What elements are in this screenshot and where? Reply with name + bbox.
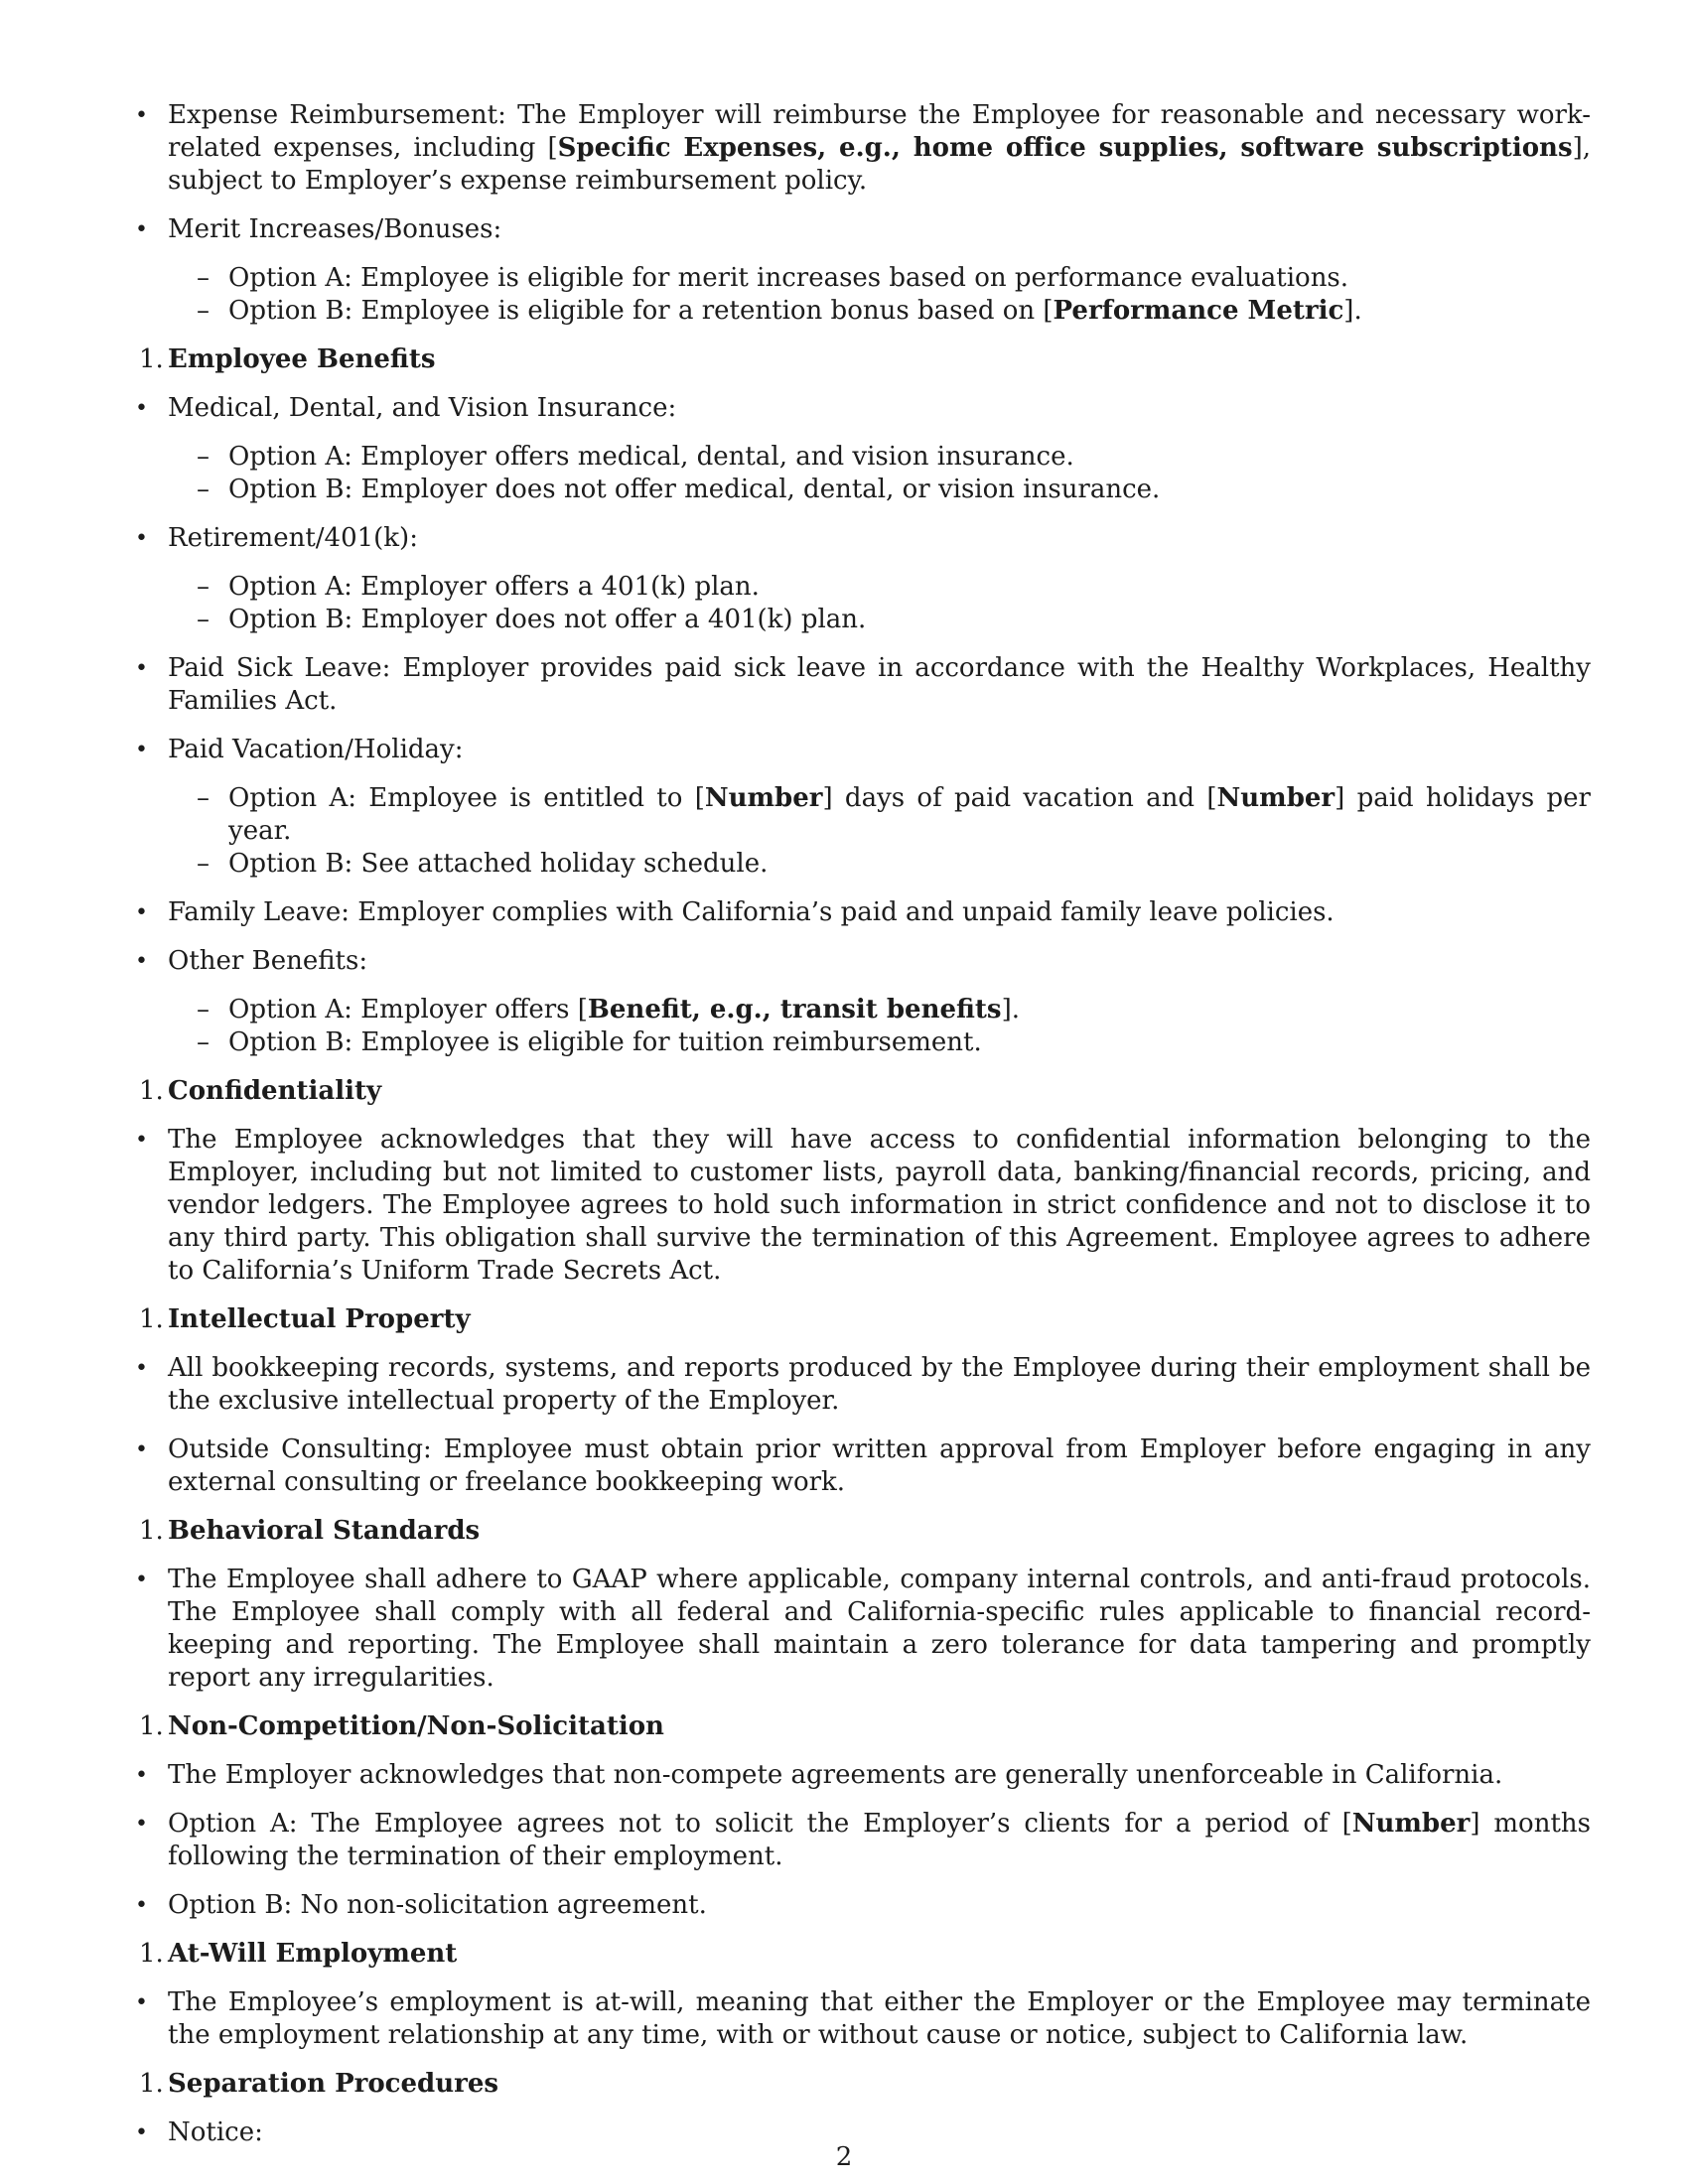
section-title: Employee Benefits	[168, 344, 436, 374]
text-run: Option B: No non-solicitation agreement.	[168, 1890, 707, 1920]
section-number: 1.	[139, 344, 164, 374]
sub-option-item	[131, 571, 1591, 604]
text-run: All bookkeeping records, systems, and reports produced by the Employee during their employment shall be the exclusive intellectual property of the Employer.	[168, 1353, 1591, 1416]
text-run: Option A: Employer offers a 401(k) plan.	[228, 572, 760, 602]
text-run: Expense Reimbursement: The Employer will reimburse the Employee for reasonable and necessary work-related expenses, including [	[168, 100, 1591, 163]
text-run: Medical, Dental, and Vision Insurance:	[168, 393, 677, 423]
text-run: ] days of paid vacation and [	[822, 783, 1217, 813]
placeholder-field: Number	[1351, 1809, 1471, 1839]
placeholder-field: Specific Expenses, e.g., home office supplies, software subscriptions	[557, 133, 1573, 163]
section-title: At-Will Employment	[168, 1939, 458, 1969]
section-heading	[131, 1303, 1591, 1336]
sub-option-item	[131, 474, 1591, 506]
bullet-item	[131, 945, 1591, 978]
text-run: The Employee’s employment is at-will, meaning that either the Employer or the Employee may terminate the employment relationship at any time, with or without cause or notice, subject to California law.	[168, 1987, 1591, 2050]
bullet-item	[131, 1433, 1591, 1499]
sub-option-item	[131, 295, 1591, 328]
section-heading	[131, 343, 1591, 376]
page-number: 2	[835, 2142, 853, 2172]
bullet-item	[131, 1889, 1591, 1922]
bullet-item	[131, 1759, 1591, 1792]
text-run: ], subject to Employer’s expense reimbursement policy.	[168, 133, 1591, 196]
sub-option-item	[131, 441, 1591, 474]
section-title: Confidentiality	[168, 1076, 382, 1106]
sub-option-item	[131, 782, 1591, 848]
bullet-item	[131, 1808, 1591, 1873]
sub-option-item	[131, 1026, 1591, 1059]
sub-option-item	[131, 604, 1591, 636]
bullet-item	[131, 99, 1591, 198]
bullet-item	[131, 734, 1591, 766]
section-number: 1.	[139, 1711, 164, 1741]
text-run: The Employee acknowledges that they will have access to confidential information belonging to the Employer, including but not limited to customer lists, payroll data, banking/financial records, pricing, and vendor ledgers. The Employee agrees to hold such information in strict confidence and not to disclose it to any third party. This obligation shall survive the termination of this Agreement. Employee agrees to adhere to California’s Uniform Trade Secrets Act.	[168, 1125, 1591, 1286]
section-title: Behavioral Standards	[168, 1516, 481, 1546]
text-run: Family Leave: Employer complies with California’s paid and unpaid family leave policies.	[168, 897, 1335, 927]
text-run: Option B: Employee is eligible for tuition reimbursement.	[228, 1027, 982, 1057]
text-run: Outside Consulting: Employee must obtain prior written approval from Employer before engaging in any external consulting or freelance bookkeeping work.	[168, 1434, 1591, 1497]
text-run: Option A: Employee is eligible for merit increases based on performance evaluations.	[228, 263, 1349, 293]
text-run: Option B: See attached holiday schedule.	[228, 849, 769, 879]
section-number: 1.	[139, 2069, 164, 2099]
text-run: Option B: Employer does not offer medical, dental, or vision insurance.	[228, 475, 1161, 504]
section-heading	[131, 1938, 1591, 1971]
document-body	[131, 99, 1591, 2149]
section-title: Non-Competition/Non-Solicitation	[168, 1711, 664, 1741]
text-run: Option B: Employer does not offer a 401(k) plan.	[228, 605, 867, 634]
text-run: The Employee shall adhere to GAAP where applicable, company internal controls, and anti-fraud protocols. The Employee shall comply with all federal and California-specific rules applicable to financial record-keeping and reporting. The Employee shall maintain a zero tolerance for data tampering and promptly report any irregularities.	[168, 1565, 1591, 1693]
bullet-item	[131, 1124, 1591, 1288]
sub-option-item	[131, 262, 1591, 295]
text-run: Option B: Employee is eligible for a retention bonus based on [	[228, 296, 1054, 326]
text-run: Paid Vacation/Holiday:	[168, 735, 464, 764]
bullet-item	[131, 213, 1591, 246]
text-run: Option A: Employer offers [	[228, 995, 588, 1024]
text-run: Option A: Employee is entitled to [	[228, 783, 705, 813]
section-heading	[131, 1075, 1591, 1108]
bullet-item	[131, 392, 1591, 425]
text-run: Option A: Employer offers medical, dental, and vision insurance.	[228, 442, 1074, 472]
text-run: ] months following the termination of their employment.	[168, 1809, 1591, 1871]
section-heading	[131, 2068, 1591, 2101]
text-run: ].	[1001, 995, 1020, 1024]
section-number: 1.	[139, 1076, 164, 1106]
text-run: Paid Sick Leave: Employer provides paid sick leave in accordance with the Healthy Workplaces, Healthy Families Act.	[168, 653, 1591, 716]
text-run: Retirement/401(k):	[168, 523, 418, 553]
section-number: 1.	[139, 1939, 164, 1969]
placeholder-field: Performance Metric	[1053, 296, 1344, 326]
placeholder-field: Number	[1216, 783, 1336, 813]
placeholder-field: Number	[704, 783, 823, 813]
bullet-item	[131, 896, 1591, 929]
sub-option-item	[131, 994, 1591, 1026]
text-run: Notice:	[168, 2117, 263, 2147]
text-run: Option A: The Employee agrees not to solicit the Employer’s clients for a period of [	[168, 1809, 1352, 1839]
section-heading	[131, 1710, 1591, 1743]
bullet-item	[131, 1352, 1591, 1418]
bullet-item	[131, 1564, 1591, 1695]
placeholder-field: Benefit, e.g., transit benefits	[587, 995, 1002, 1024]
text-run: ].	[1343, 296, 1362, 326]
bullet-item	[131, 522, 1591, 555]
bullet-item	[131, 652, 1591, 718]
section-title: Intellectual Property	[168, 1304, 471, 1334]
text-run: Merit Increases/Bonuses:	[168, 214, 502, 244]
text-run: ] paid holidays per year.	[228, 783, 1591, 846]
text-run: The Employer acknowledges that non-compete agreements are generally unenforceable in California.	[168, 1760, 1503, 1790]
bullet-item	[131, 1986, 1591, 2052]
section-heading	[131, 1515, 1591, 1548]
text-run: Other Benefits:	[168, 946, 368, 976]
sub-option-item	[131, 848, 1591, 881]
section-title: Separation Procedures	[168, 2069, 498, 2099]
section-number: 1.	[139, 1516, 164, 1546]
section-number: 1.	[139, 1304, 164, 1334]
